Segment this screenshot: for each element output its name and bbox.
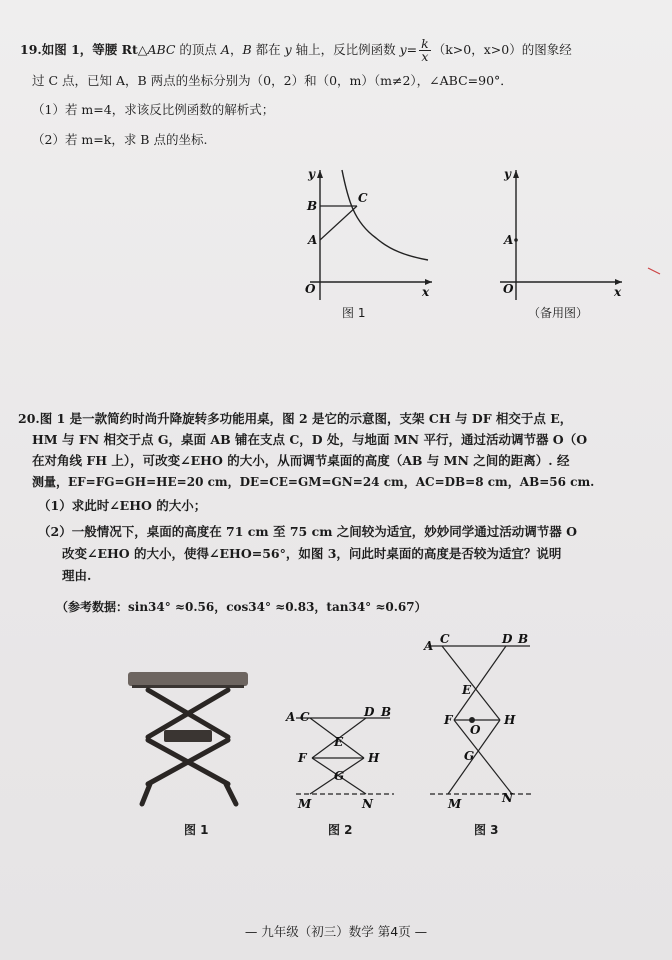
q19-part2: （2）若 m=k，求 B 点的坐标. — [32, 132, 208, 147]
fig3-label-m: M — [448, 797, 462, 811]
q19-spare-figure — [490, 160, 640, 310]
q20-fig3-caption: 图 3 — [474, 823, 499, 837]
q20-figure-1-table-photo — [128, 672, 258, 812]
q20-part2-c: 理由. — [62, 568, 92, 583]
fig3-label-a: A — [424, 639, 434, 653]
q19-text-1: 的顶点 — [175, 42, 221, 57]
q19-line2: 过 C 点，已知 A，B 两点的坐标分别为（0，2）和（0，m）（m≠2），∠ABC=90°． — [32, 73, 513, 88]
spare-label-a: A — [504, 233, 514, 247]
label-a: A — [308, 233, 318, 247]
q20-part2-a: （2）一般情况下，桌面的高度在 71 cm 至 75 cm 之间较为适宜，妙妙同学通过活动调节器 O — [38, 524, 578, 539]
fig2-label-d: D — [364, 705, 375, 719]
q19-prefix: 19.如图 1，等腰 Rt△ — [20, 42, 148, 57]
q20-figure-3 — [420, 632, 540, 812]
fig3-label-g: G — [464, 749, 475, 763]
q19-abc: ABC — [147, 42, 176, 57]
fig2-label-e: E — [334, 735, 344, 749]
q19-text-3: 轴上，反比例函数 — [291, 42, 400, 57]
label-o: O — [305, 282, 316, 296]
spare-point-a — [514, 238, 518, 242]
q19-point-a: A — [220, 42, 230, 57]
q20-fig2-caption: 图 2 — [328, 823, 353, 837]
label-b: B — [307, 199, 318, 213]
q19-figure-1 — [290, 160, 440, 310]
fig2-label-a: A — [286, 710, 296, 724]
q20-fig1-caption: 图 1 — [184, 823, 209, 837]
fig3-label-f: F — [444, 713, 453, 727]
spare-label-x: x — [614, 285, 622, 299]
q20-part2-b: 改变∠EHO 的大小，使得∠EHO=56°，如图 3，问此时桌面的高度是否较为适宜？说明 — [62, 546, 562, 561]
fig2-label-c: C — [300, 710, 310, 724]
q19-func-y: y — [399, 42, 407, 57]
q19-frac-den: x — [421, 49, 429, 64]
fig3-label-e: E — [462, 683, 472, 697]
fig3-label-b: B — [518, 632, 529, 646]
adjuster-block — [164, 730, 212, 742]
q20-line3: 在对角线 FH 上），可改变∠EHO 的大小，从而调节桌面的高度（AB 与 MN 之间的距离）. 经 — [32, 453, 570, 468]
fig2-label-g: G — [334, 769, 345, 783]
bleed-through-text — [540, 86, 544, 99]
q19-frac-num: k — [421, 36, 429, 51]
segment-ac — [320, 206, 357, 240]
label-y: y — [308, 167, 315, 181]
q19-y-axis: y — [284, 42, 292, 57]
q19-fraction — [419, 38, 431, 63]
fig2-label-m: M — [298, 797, 312, 811]
q20-line1: 20.图 1 是一款简约时尚升降旋转多功能用桌，图 2 是它的示意图，支架 CH 与 DF 相交于点 E， — [18, 411, 573, 426]
fig3-label-n: N — [502, 791, 513, 805]
spare-label-y: y — [504, 167, 511, 181]
label-x: x — [422, 285, 430, 299]
q19-point-b: B — [242, 42, 252, 57]
fig2-label-b: B — [381, 705, 392, 719]
hyperbola-curve — [342, 170, 428, 260]
fig3-label-o: O — [470, 723, 481, 737]
q19-text-2: 都在 — [251, 42, 285, 57]
y-axis-arrow — [317, 170, 323, 178]
q19-spare-caption: （备用图） — [528, 306, 589, 320]
red-pen-mark — [648, 268, 660, 274]
q20-part1: （1）求此时∠EHO 的大小； — [38, 498, 207, 513]
spare-y-arrow — [513, 170, 519, 178]
q20-line2: HM 与 FN 相交于点 G，桌面 AB 铺在支点 C，D 处，与地面 MN 平行，通过活动调节器 O（O — [32, 432, 588, 447]
fig3-label-c: C — [440, 632, 450, 646]
page-footer: — 九年级（初三）数学 第4页 — — [244, 924, 428, 939]
q19-line1 — [20, 38, 572, 63]
fig2-label-f: F — [298, 751, 307, 765]
tabletop-edge — [132, 685, 244, 688]
fig2-label-n: N — [362, 797, 373, 811]
q19-fig1-caption: 图 1 — [342, 306, 366, 320]
spare-label-o: O — [503, 282, 514, 296]
tabletop — [128, 672, 248, 686]
q20-line4: 测量，EF=FG=GH=HE=20 cm，DE=CE=GM=GN=24 cm，AC=DB=8 cm，AB=56 cm. — [32, 475, 595, 489]
q19-comma: ， — [229, 42, 243, 57]
q19-condition: （k>0，x>0）的图象经 — [432, 42, 572, 57]
fig3-label-h: H — [504, 713, 516, 727]
q19-func-eq: = — [406, 42, 418, 57]
q20-figure-2 — [282, 700, 412, 810]
q19-part1: （1）若 m=4，求该反比例函数的解析式； — [32, 102, 275, 117]
label-c: C — [358, 191, 368, 205]
fig3-label-d: D — [502, 632, 513, 646]
scissor-legs — [142, 690, 236, 804]
q20-reference-data: （参考数据：sin34° ≈0.56，cos34° ≈0.83，tan34° ≈0.67） — [56, 600, 427, 614]
fig2-label-h: H — [368, 751, 380, 765]
